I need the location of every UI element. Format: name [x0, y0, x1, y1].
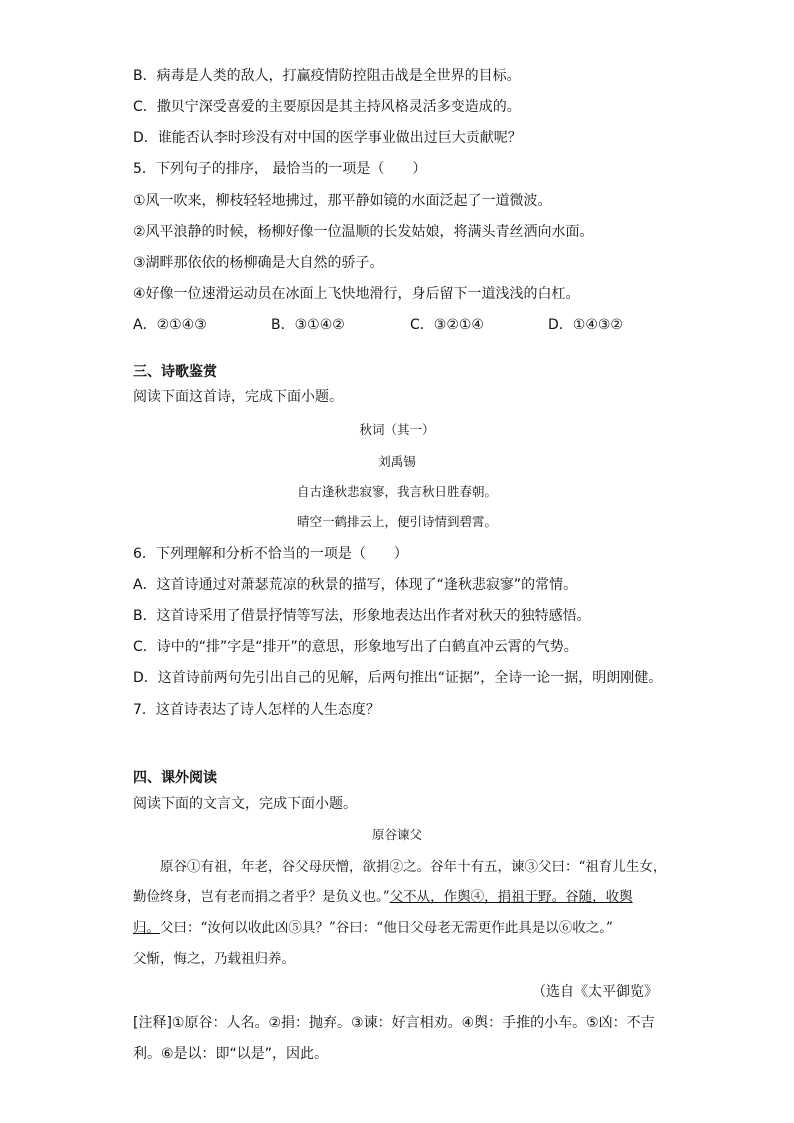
classical-line-3-plain: 父曰：“汝何以收此凶⑤具？”谷曰：“他日父母老无需更作此具是以⑥收之。”: [160, 920, 613, 936]
underlined-sentence-part-1: 父不从，作舆④，捐祖于野。谷随，收舆: [389, 889, 633, 905]
q6-option-b: B．这首诗采用了借景抒情等写法，形象地表达出作者对秋天的独特感悟。: [133, 608, 591, 624]
q6-option-c: C．诗中的“排”字是“排开”的意思，形象地写出了白鹤直冲云霄的气势。: [133, 639, 578, 655]
q6-stem: 6．下列理解和分析不恰当的一项是（ ）: [133, 546, 408, 562]
q5-sentence-2: ②风平浪静的时候，杨柳好像一位温顺的长发姑娘，将满头青丝洒向水面。: [133, 224, 594, 240]
q4-option-b: B．病毒是人类的敌人，打赢疫情防控阻击战是全世界的目标。: [133, 68, 521, 84]
q4-option-c: C．撒贝宁深受喜爱的主要原因是其主持风格灵活多变造成的。: [133, 99, 521, 115]
q4-option-d: D．谁能否认李时珍没有对中国的医学事业做出过巨大贡献呢？: [133, 130, 522, 146]
poem-line-1: 自古逢秋悲寂寥，我言秋日胜春朝。: [296, 484, 497, 499]
classical-line-3: [133, 918, 613, 938]
q5-option-b: B．③①④②: [271, 317, 345, 333]
section3-heading: 三、诗歌鉴赏: [133, 364, 217, 380]
poem-title: 秋词（其一）: [359, 422, 435, 437]
q5-sentence-1: ①风一吹来，柳枝轻轻地拂过，那平静如镜的水面泛起了一道微波。: [133, 193, 552, 209]
q5-sentence-3: ③湖畔那依依的杨柳确是大自然的骄子。: [133, 255, 384, 271]
q5-option-d: D．①④③②: [548, 317, 623, 333]
notes-line-1: [注释]①原谷：人名。②捐：抛弃。③谏：好言相劝。④舆：手推的小车。⑤凶：不吉: [133, 1015, 655, 1031]
q5-option-a: A．②①④③: [133, 317, 207, 333]
classical-line-2: [133, 887, 633, 907]
q7-stem: 7．这首诗表达了诗人怎样的人生态度？: [133, 702, 380, 718]
notes-line-2: 利。⑥是以：即“以是”，因此。: [133, 1046, 329, 1062]
q5-option-c: C．③②①④: [410, 317, 484, 333]
section4-heading: 四、课外阅读: [133, 770, 217, 786]
source-citation: （选自《太平御览》: [532, 984, 658, 1000]
classical-line-4: 父惭，悔之，乃载祖归养。: [133, 951, 295, 967]
classical-line-1: 原谷①有祖，年老，谷父母厌憎，欲捐②之。谷年十有五，谏③父曰：“祖育儿生女，: [160, 859, 667, 875]
section3-intro: 阅读下面这首诗，完成下面小题。: [133, 389, 343, 405]
q6-option-d: D．这首诗前两句先引出自己的见解，后两句推出“证据”，全诗一论一据，明朗刚健。: [133, 670, 663, 686]
q5-stem: 5．下列句子的排序， 最恰当的一项是（ ）: [133, 161, 427, 177]
poem-line-2: 晴空一鹤排云上，便引诗情到碧霄。: [296, 514, 497, 529]
section4-intro: 阅读下面的文言文，完成下面小题。: [133, 796, 357, 812]
q5-sentence-4: ④好像一位速滑运动员在冰面上飞快地滑行，身后留下一道浅浅的白杠。: [133, 286, 580, 302]
classical-text-title: 原谷谏父: [371, 827, 422, 842]
classical-line-2-plain: 勤俭终身，岂有老而捐之者乎？是负义也。”: [133, 889, 390, 905]
q6-option-a: A．这首诗通过对萧瑟荒凉的秋景的描写，体现了“逢秋悲寂寥”的常情。: [133, 577, 578, 593]
poem-author: 刘禹锡: [378, 454, 416, 469]
underlined-sentence-part-2: 归。: [133, 920, 160, 936]
